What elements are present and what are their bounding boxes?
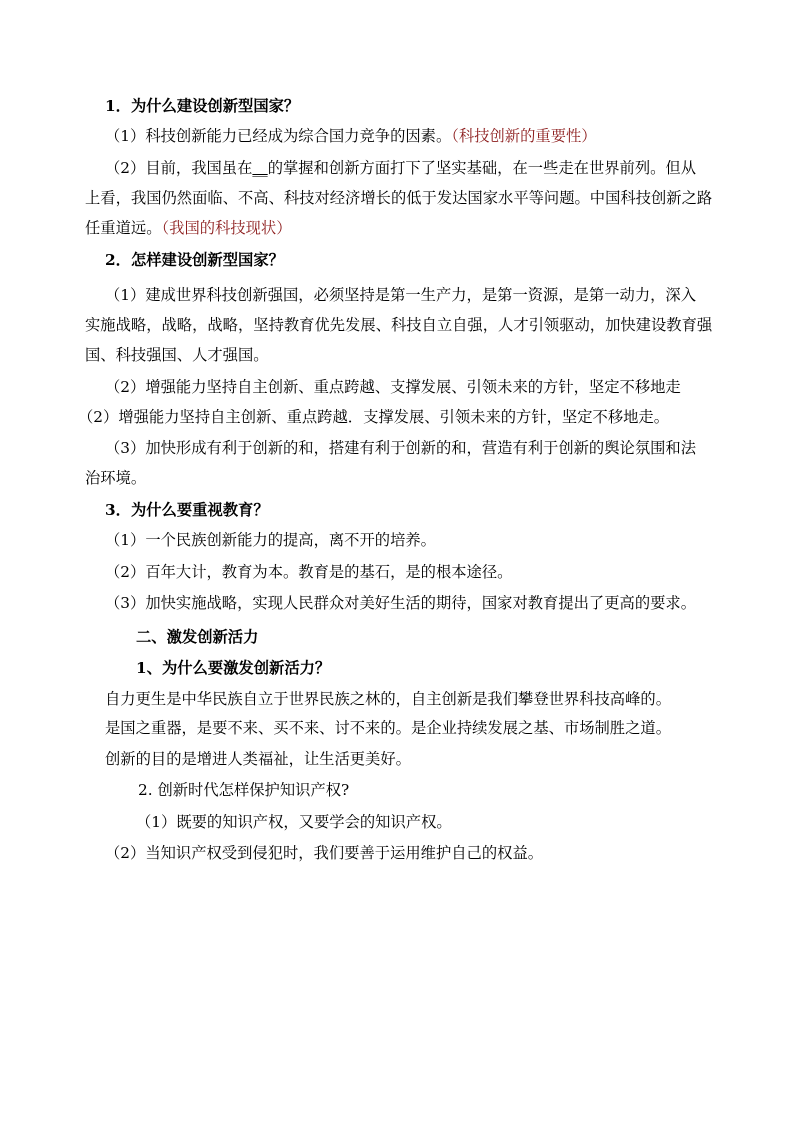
section2-sub2-line2: （2）当知识产权受到侵犯时，我们要善于运用维护自己的权益。 <box>105 844 544 862</box>
q1-para2-text-c: 任重道远。 <box>85 219 162 237</box>
q1-para2-text-b: 的掌握和创新方面打下了坚实基础，在一些走在世界前列。但从 <box>267 159 697 177</box>
q1-para2-line2: 上看，我国仍然面临、不高、科技对经济增长的低于发达国家水平等问题。中国科技创新之路 <box>85 189 713 207</box>
q3-para2: （2）百年大计，教育为本。教育是的基石，是的根本途径。 <box>105 563 513 581</box>
q1-para2-text-a: （2）目前，我国虽在 <box>105 159 253 177</box>
section2-sub2-line1: （1）既要的知识产权，又要学会的知识产权。 <box>136 813 452 831</box>
section2-sub1-line2: 是国之重器，是要不来、买不来、讨不来的。是企业持续发展之基、市场制胜之道。 <box>105 719 671 737</box>
section2-sub2-heading: 2. 创新时代怎样保护知识产权? <box>138 781 350 799</box>
q2-para3-line1: （3）加快形成有利于创新的和，搭建有利于创新的和，营造有利于创新的舆论氛围和法 <box>105 439 697 457</box>
q1-para1-text: （1）科技创新能力已经成为综合国力竞争的因素。 <box>105 127 452 145</box>
q1-para2-line3 <box>85 218 292 238</box>
q2-para2-line2: （2）增强能力坚持自主创新、重点跨越．支撑发展、引领未来的方针，坚定不移地走。 <box>78 408 670 426</box>
q3-para3: （3）加快实施战略，实现人民群众对美好生活的期待，国家对教育提出了更高的要求。 <box>105 594 697 612</box>
q1-para2-line1 <box>105 158 696 178</box>
section2-heading: 二、激发创新活力 <box>136 628 259 646</box>
q2-para1-line2: 实施战略，战略，战略，坚持教育优先发展、科技自立自强，人才引领驱动，加快建设教育强 <box>85 316 713 334</box>
q2-para3-line2: 治环境。 <box>85 469 147 487</box>
q1-para2-blank: __ <box>252 159 268 177</box>
q3-heading: 3．为什么要重视教育？ <box>105 501 269 519</box>
section2-sub1-line3: 创新的目的是增进人类福祉，让生活更美好。 <box>105 750 411 768</box>
q3-para1: （1）一个民族创新能力的提高，离不开的培养。 <box>105 531 436 549</box>
q1-para2-note: （我国的科技现状） <box>161 219 292 237</box>
q1-para1 <box>105 126 597 146</box>
q2-heading: 2．怎样建设创新型国家？ <box>105 251 284 269</box>
q2-para1-line3: 国、科技强国、人才强国。 <box>85 346 269 364</box>
section2-sub1-line1: 自力更生是中华民族自立于世界民族之林的，自主创新是我们攀登世界科技高峰的。 <box>105 690 671 708</box>
section2-sub1-heading: 1、为什么要激发创新活力？ <box>136 659 331 677</box>
q1-heading: 1．为什么建设创新型国家？ <box>105 97 300 115</box>
q2-para1-line1: （1）建成世界科技创新强国，必须坚持是第一生产力，是第一资源，是第一动力，深入 <box>105 286 697 304</box>
q1-para1-note: （科技创新的重要性） <box>451 127 597 145</box>
q2-para2-line1: （2）增强能力坚持自主创新、重点跨越、支撑发展、引领未来的方针，坚定不移地走 <box>105 378 681 396</box>
